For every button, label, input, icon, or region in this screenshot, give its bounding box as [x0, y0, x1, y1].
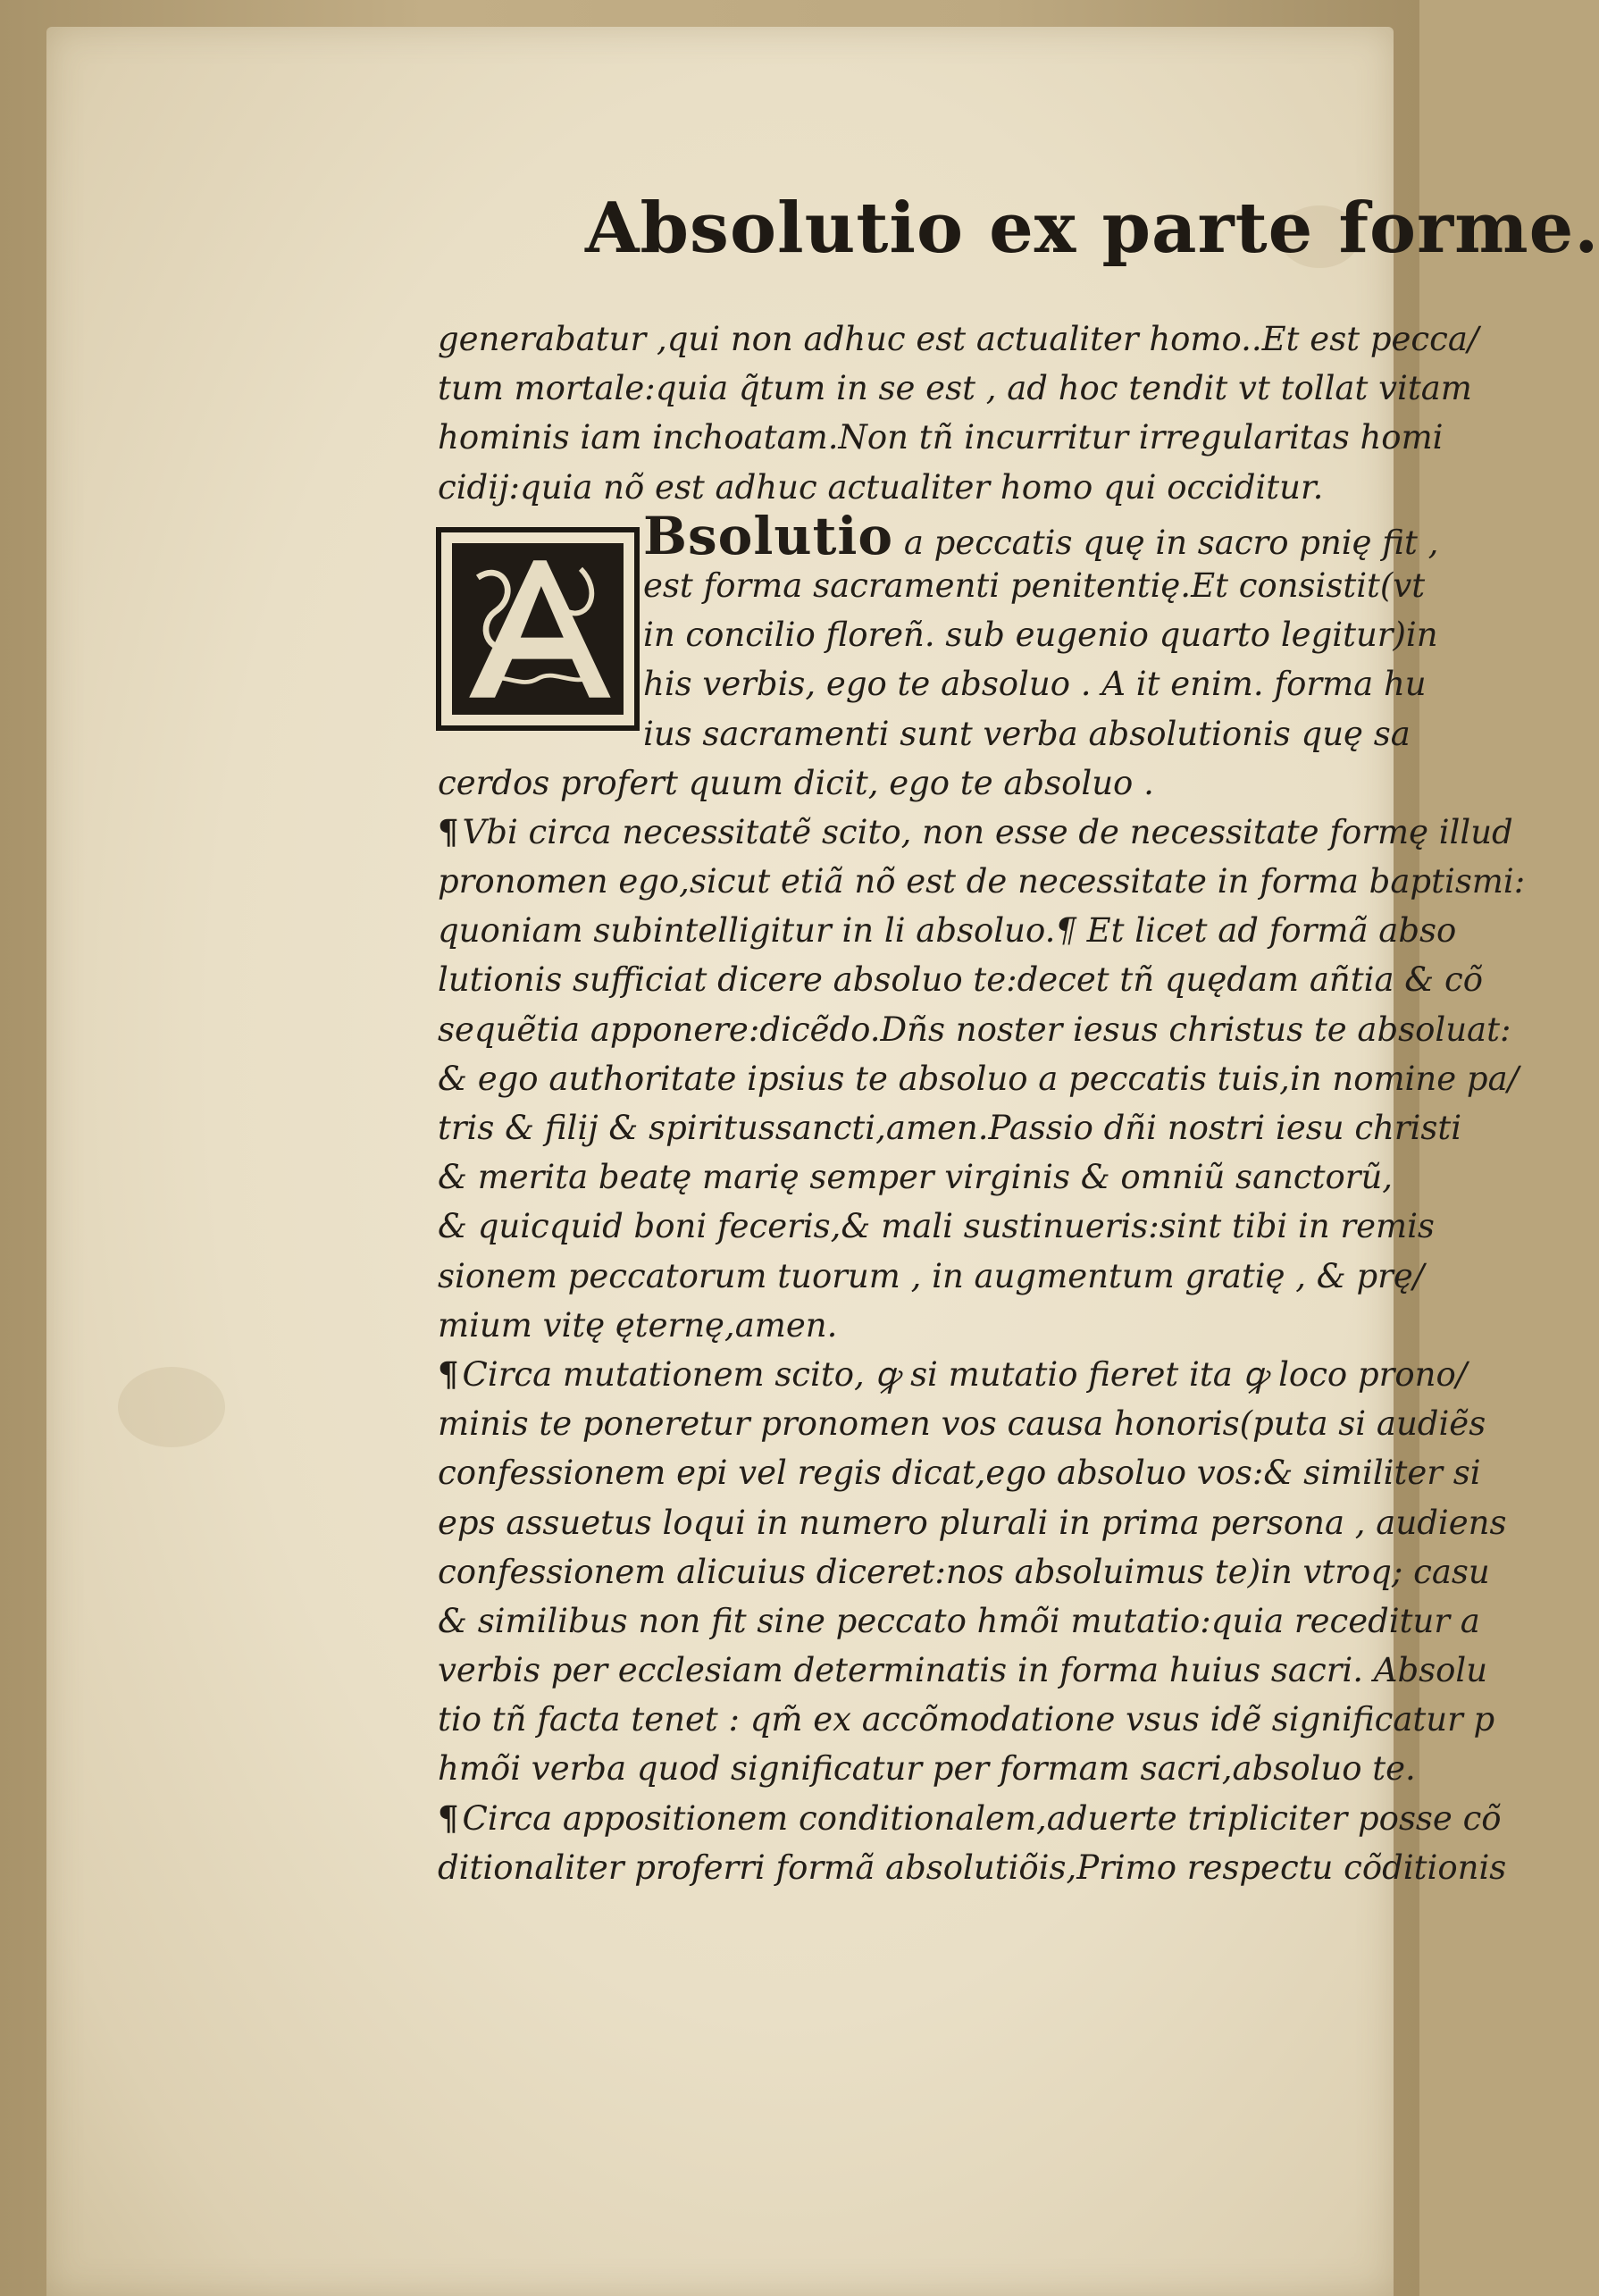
paper-stain [118, 1367, 225, 1447]
text-line: & quicquid boni feceris,& mali sustinueris:sint tibi in remis [438, 1207, 1435, 1246]
pilcrow-icon: ¶ [438, 1353, 459, 1394]
section-lead-word: Bsolutio [643, 505, 894, 566]
text-line: pronomen ego,sicut etiã nõ est de necessitate in forma baptismi: [438, 862, 1526, 901]
text-line: sequẽtia apponere:dicẽdo.Dñs noster iesus christus te absoluat: [438, 1010, 1511, 1049]
text-line: lutionis sufficiat dicere absoluo te:decet tñ quędam añtia & cõ [438, 960, 1483, 1000]
text-line-content: Vbi circa necessitatẽ scito, non esse de necessitate formę illud [462, 812, 1513, 851]
text-line: ius sacramenti sunt verba absolutionis quę sa [643, 714, 1411, 753]
text-line: tris & filij & spiritussancti,amen.Passio dñi nostri iesu christi [438, 1109, 1462, 1147]
text-line: hmõi verba quod significatur per formam sacri,absoluo te. [438, 1749, 1416, 1789]
text-line: & ego authoritate ipsius te absoluo a peccatis tuis,in nomine pa/ [438, 1059, 1519, 1098]
paragraph-start-line [438, 1350, 1468, 1399]
text-line: & similibus non fit sine peccato hmõi mutatio:quia receditur a [438, 1601, 1480, 1640]
section-heading-line [438, 505, 1439, 566]
text-line: cerdos profert quum dicit, ego te absoluo . [438, 763, 1154, 802]
text-line: cidij:quia nõ est adhuc actualiter homo qui occiditur. [438, 467, 1324, 507]
text-line: quoniam subintelligitur in li absoluo.¶ Et licet ad formã abso [438, 911, 1457, 951]
text-line: est forma sacramenti penitentię.Et consistit(vt [643, 566, 1426, 605]
pilcrow-icon: ¶ [438, 1797, 459, 1838]
paragraph-start-line [438, 1794, 1502, 1843]
text-line-content: Circa appositionem conditionalem,aduerte tripliciter posse cõ [462, 1798, 1502, 1838]
text-line: mium vitę ęternę,amen. [438, 1305, 838, 1345]
text-line: tum mortale:quia q̃tum in se est , ad hoc tendit vt tollat vitam [438, 369, 1472, 408]
text-line: eps assuetus loqui in numero plurali in prima persona , audiens [438, 1503, 1507, 1542]
text-line: his verbis, ego te absoluo . A it enim. forma hu [643, 665, 1427, 704]
body-text-column [438, 314, 1526, 1892]
text-line: ditionaliter proferri formã absolutiõis,Primo respectu cõditionis [438, 1848, 1507, 1887]
text-line: confessionem alicuius diceret:nos absoluimus te)in vtroq; casu [438, 1552, 1490, 1591]
pilcrow-icon: ¶ [438, 811, 459, 851]
text-line: hominis iam inchoatam.Non tñ incurritur irregularitas homi [438, 418, 1444, 457]
running-head: Absolutio ex parte forme. [585, 188, 1599, 269]
text-line: sionem peccatorum tuorum , in augmentum gratię , & prę/ [438, 1256, 1425, 1295]
paragraph-start-line [438, 808, 1513, 857]
text-line: verbis per ecclesiam determinatis in forma huius sacri. Absolu [438, 1651, 1488, 1690]
section-lead-rest: a peccatis quę in sacro pnię fit , [893, 523, 1439, 562]
text-line: in concilio floreñ. sub eugenio quarto legitur)in [643, 616, 1438, 655]
text-line: & merita beatę marię semper virginis & omniũ sanctorũ, [438, 1158, 1394, 1197]
text-line: minis te poneretur pronomen vos causa honoris(puta si audiẽs [438, 1404, 1486, 1444]
text-line: generabatur ,qui non adhuc est actualiter homo..Et est pecca/ [438, 320, 1479, 358]
text-line-content: Circa mutationem scito, ꝙ si mutatio fieret ita ꝙ loco prono/ [462, 1354, 1468, 1394]
text-line: tio tñ facta tenet : qm̃ ex accõmodatione vsus idẽ significatur p [438, 1700, 1495, 1739]
text-line: confessionem epi vel regis dicat,ego absoluo vos:& similiter si [438, 1454, 1481, 1493]
